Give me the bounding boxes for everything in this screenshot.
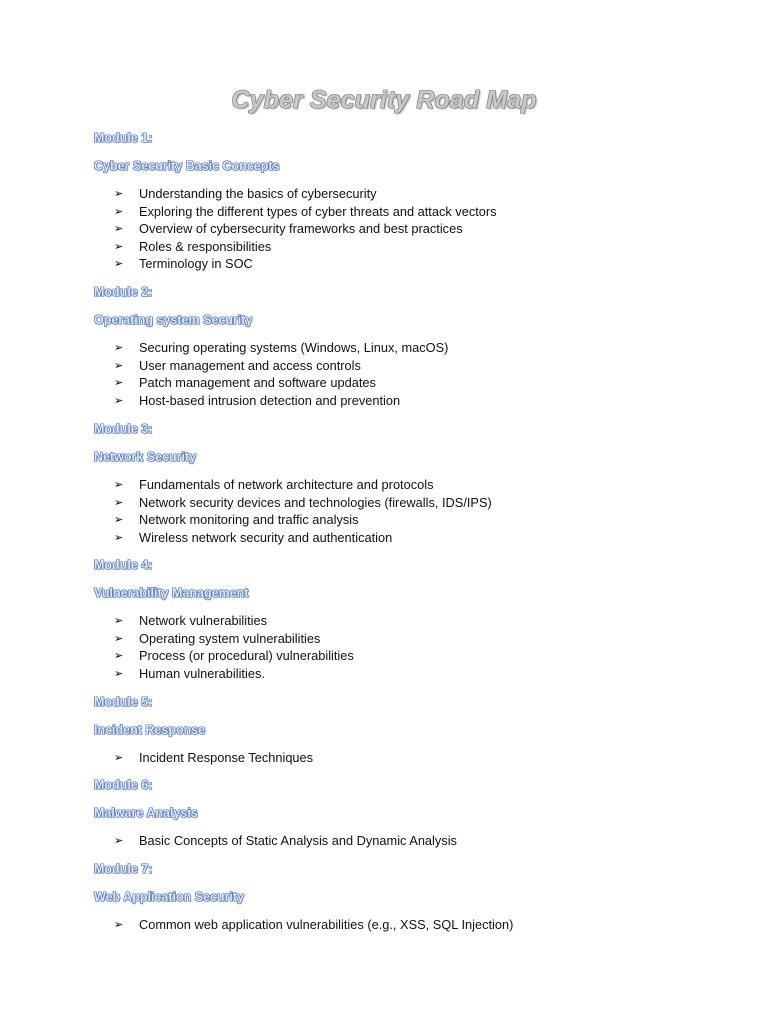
arrowhead-bullet-icon: ➢ bbox=[114, 495, 124, 509]
topic-heading: Cyber Security Basic Concepts bbox=[94, 159, 280, 173]
arrowhead-bullet-icon: ➢ bbox=[114, 341, 124, 354]
list-item-text: Operating system vulnerabilities bbox=[139, 630, 321, 646]
list-item-text: Securing operating systems (Windows, Linux, macOS) bbox=[139, 340, 449, 355]
arrowhead-bullet-icon: ➢ bbox=[114, 478, 124, 491]
arrowhead-bullet-icon: ➢ bbox=[114, 649, 124, 663]
list-item-text: Network monitoring and traffic analysis bbox=[139, 512, 359, 528]
module-heading: Module 6: bbox=[94, 778, 153, 792]
list-item-text: Common web application vulnerabilities (e.g., XSS, SQL Injection) bbox=[139, 917, 514, 932]
module-heading: Module 5: bbox=[94, 695, 153, 709]
list-item-text: Exploring the different types of cyber threats and attack vectors bbox=[139, 203, 497, 219]
arrowhead-bullet-icon: ➢ bbox=[114, 187, 124, 200]
arrowhead-bullet-icon: ➢ bbox=[114, 376, 124, 390]
arrowhead-bullet-icon: ➢ bbox=[114, 513, 124, 527]
arrowhead-bullet-icon: ➢ bbox=[114, 530, 124, 544]
arrowhead-bullet-icon: ➢ bbox=[114, 257, 124, 271]
list-item-text: Network vulnerabilities bbox=[139, 613, 268, 628]
module-heading: Module 7: bbox=[94, 862, 153, 876]
document-title: Cyber Security Road Map bbox=[231, 86, 537, 114]
arrowhead-bullet-icon: ➢ bbox=[114, 834, 124, 847]
arrowhead-bullet-icon: ➢ bbox=[114, 918, 124, 931]
topic-heading: Vulnerability Management bbox=[94, 586, 249, 600]
topic-heading: Operating system Security bbox=[94, 313, 253, 327]
module-heading: Module 3: bbox=[94, 422, 153, 436]
list-item-text: Wireless network security and authentication bbox=[139, 529, 393, 545]
arrowhead-bullet-icon: ➢ bbox=[114, 666, 124, 680]
list-item-text: Human vulnerabilities. bbox=[139, 665, 265, 681]
list-item-text: Incident Response Techniques bbox=[139, 750, 314, 765]
module-heading: Module 4: bbox=[94, 558, 153, 572]
list-item-text: Network security devices and technologies (firewalls, IDS/IPS) bbox=[139, 494, 492, 510]
list-item-text: Fundamentals of network architecture and protocols bbox=[139, 477, 434, 492]
list-item-text: Basic Concepts of Static Analysis and Dynamic Analysis bbox=[139, 833, 457, 848]
list-item-text: Process (or procedural) vulnerabilities bbox=[139, 648, 354, 664]
arrowhead-bullet-icon: ➢ bbox=[114, 358, 124, 372]
list-item-text: Host-based intrusion detection and prevention bbox=[139, 392, 401, 408]
topic-heading: Malware Analysis bbox=[94, 806, 198, 820]
arrowhead-bullet-icon: ➢ bbox=[114, 204, 124, 218]
topic-heading: Incident Response bbox=[94, 723, 206, 737]
topic-heading: Web Application Security bbox=[94, 890, 245, 904]
module-heading: Module 1: bbox=[94, 131, 153, 145]
list-item-text: Understanding the basics of cybersecurity bbox=[139, 186, 377, 201]
arrowhead-bullet-icon: ➢ bbox=[114, 222, 124, 236]
arrowhead-bullet-icon: ➢ bbox=[114, 631, 124, 645]
list-item-text: Overview of cybersecurity frameworks and best practices bbox=[139, 221, 463, 237]
arrowhead-bullet-icon: ➢ bbox=[114, 239, 124, 253]
module-heading: Module 2: bbox=[94, 285, 153, 299]
list-item-text: Terminology in SOC bbox=[139, 256, 253, 272]
arrowhead-bullet-icon: ➢ bbox=[114, 393, 124, 407]
list-item-text: User management and access controls bbox=[139, 357, 361, 373]
topic-heading: Network Security bbox=[94, 450, 197, 464]
list-item-text: Roles & responsibilities bbox=[139, 238, 272, 254]
arrowhead-bullet-icon: ➢ bbox=[114, 614, 124, 627]
arrowhead-bullet-icon: ➢ bbox=[114, 751, 124, 764]
list-item-text: Patch management and software updates bbox=[139, 375, 376, 391]
